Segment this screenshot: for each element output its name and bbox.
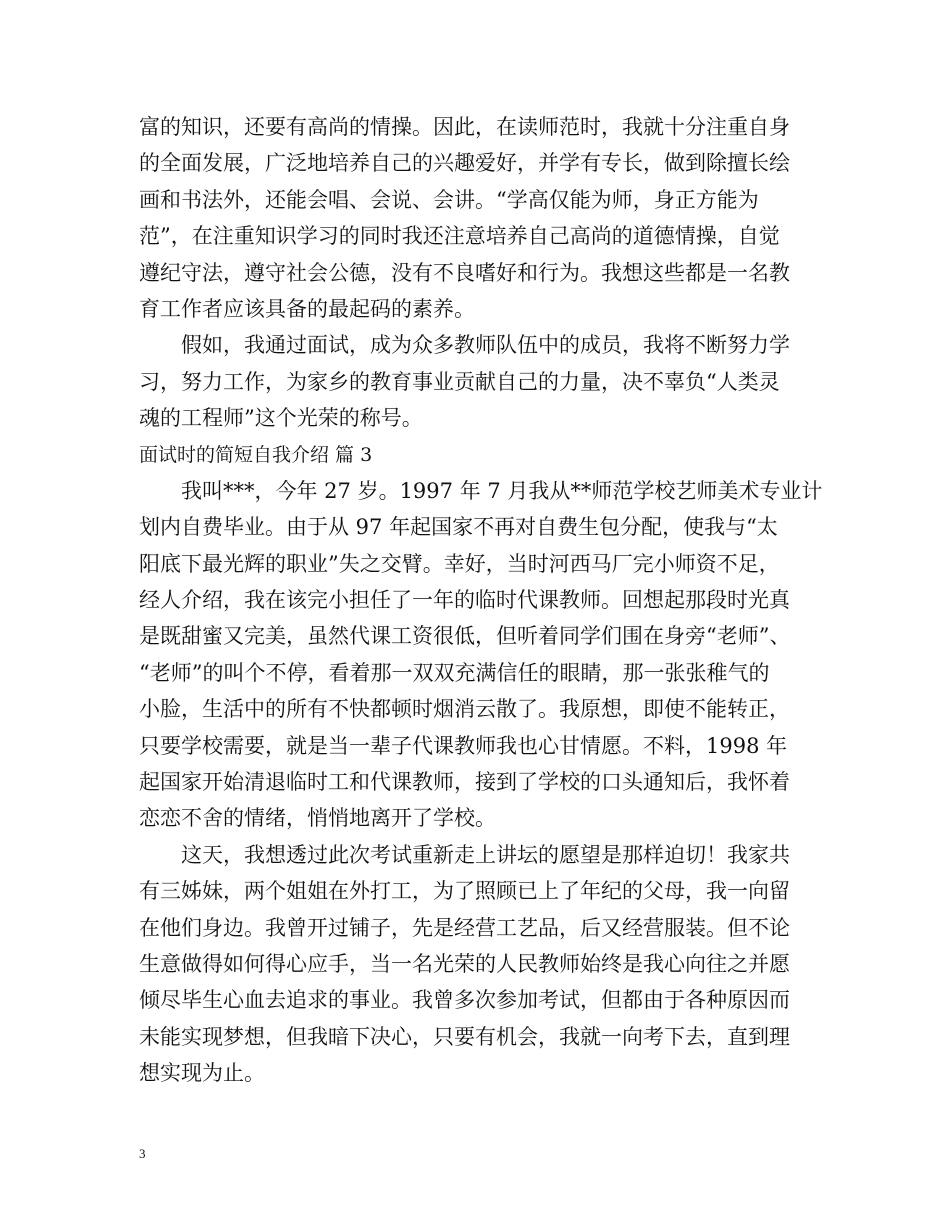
paragraph-line: 经人介绍，我在该完小担任了一年的临时代课教师。回想起那段时光真 xyxy=(139,588,790,613)
paragraph-line: 在他们身边。我曾开过铺子，先是经营工艺品，后又经营服装。但不论 xyxy=(139,915,790,940)
paragraph-line: 育工作者应该具备的最起码的素养。 xyxy=(139,296,475,321)
paragraph-line: 遵纪守法，遵守社会公德，没有不良嗜好和行为。我想这些都是一名教 xyxy=(139,260,790,285)
paragraph-line: 想实现为止。 xyxy=(139,1061,265,1086)
paragraph-line: 只要学校需要，就是当一辈子代课教师我也心甘情愿。不料，1998 年 xyxy=(139,733,788,758)
paragraph-line: 划内自费毕业。由于从 97 年起国家不再对自费生包分配，使我与“太 xyxy=(139,515,778,540)
paragraph-line: 魂的工程师”这个光荣的称号。 xyxy=(139,406,423,431)
paragraph-line: 倾尽毕生心血去追求的事业。我曾多次参加考试，但都由于各种原因而 xyxy=(139,988,790,1013)
paragraph-line: “老师”的叫个不停，看着那一双双充满信任的眼睛，那一张张稚气的 xyxy=(139,660,770,685)
paragraph-line: 我叫***，今年 27 岁。1997 年 7 月我从**师范学校艺师美术专业计 xyxy=(181,478,823,503)
paragraph-line: 是既甜蜜又完美，虽然代课工资很低，但听着同学们围在身旁“老师”、 xyxy=(139,624,791,649)
paragraph-line: 的全面发展，广泛地培养自己的兴趣爱好，并学有专长，做到除擅长绘 xyxy=(139,151,790,176)
paragraph-line: 阳底下最光辉的职业”失之交臂。幸好，当时河西马厂完小师资不足， xyxy=(139,551,780,576)
paragraph-line: 小脸，生活中的所有不快都顿时烟消云散了。我原想，即使不能转正， xyxy=(139,697,790,722)
section-heading: 面试时的简短自我介绍 篇 3 xyxy=(139,443,373,466)
paragraph-line: 假如，我通过面试，成为众多教师队伍中的成员，我将不断努力学 xyxy=(181,333,790,358)
paragraph-line: 习，努力工作，为家乡的教育事业贡献自己的力量，决不辜负“人类灵 xyxy=(139,369,780,394)
page-number: 3 xyxy=(139,1146,146,1161)
document-body xyxy=(139,109,823,1092)
paragraph-line: 这天，我想透过此次考试重新走上讲坛的愿望是那样迫切！我家共 xyxy=(181,842,790,867)
paragraph-line: 富的知识，还要有高尚的情操。因此，在读师范时，我就十分注重自身 xyxy=(139,115,790,139)
paragraph-line: 范”，在注重知识学习的同时我还注意培养自己高尚的道德情操，自觉 xyxy=(139,224,780,249)
paragraph-line: 有三姊妹，两个姐姐在外打工，为了照顾已上了年纪的父母，我一向留 xyxy=(139,879,790,904)
paragraph-line: 画和书法外，还能会唱、会说、会讲。“学高仅能为师，身正方能为 xyxy=(139,187,759,212)
paragraph-line: 起国家开始清退临时工和代课教师，接到了学校的口头通知后，我怀着 xyxy=(139,770,790,795)
paragraph-line: 生意做得如何得心应手，当一名光荣的人民教师始终是我心向往之并愿 xyxy=(139,951,790,976)
paragraph-line: 恋恋不舍的情绪，悄悄地离开了学校。 xyxy=(139,806,496,831)
paragraph-line: 未能实现梦想，但我暗下决心，只要有机会，我就一向考下去，直到理 xyxy=(139,1024,790,1049)
